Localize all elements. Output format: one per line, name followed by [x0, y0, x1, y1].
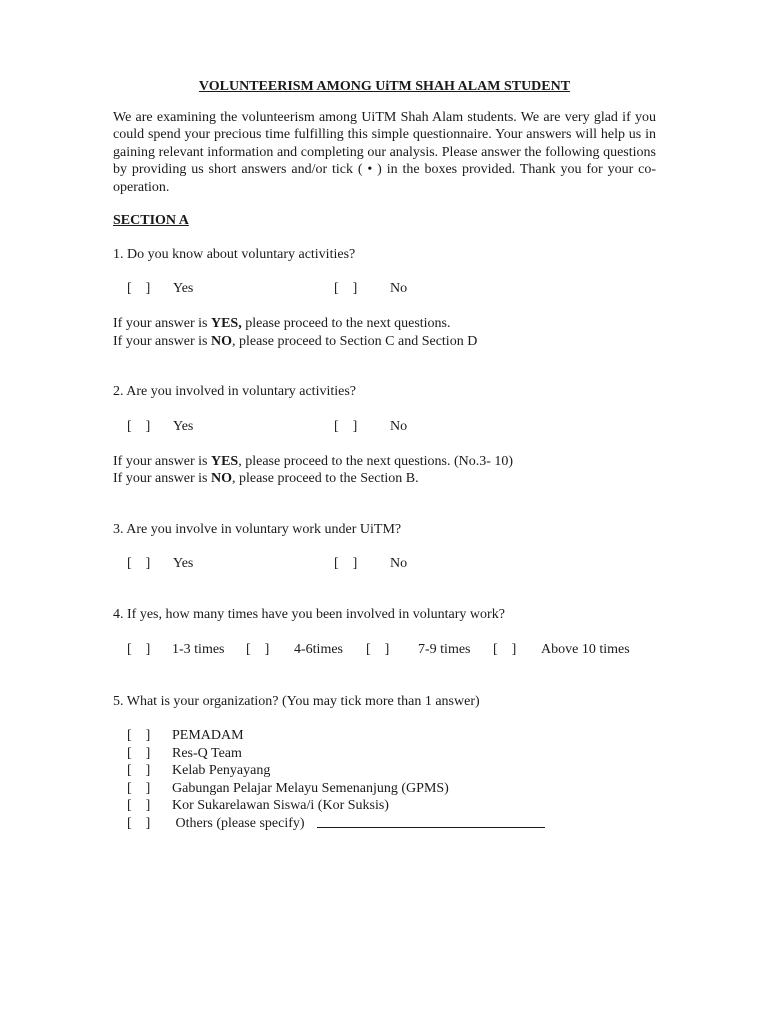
note-bold: NO [210, 333, 232, 349]
label-q5-others: Others (please specify) [172, 815, 305, 831]
checkbox-q5-resq[interactable]: [ ] [127, 745, 151, 761]
label-q4-above-10: Above 10 times [541, 641, 630, 657]
list-item [113, 797, 656, 815]
checkbox-q4-7-9[interactable]: [ ] [366, 641, 390, 657]
checkbox-q5-pemadam[interactable]: [ ] [127, 728, 151, 743]
list-item [113, 727, 656, 745]
list-item [113, 762, 656, 780]
question-1-instructions [113, 315, 656, 350]
question-1-options [113, 280, 656, 298]
note-text: , please proceed to Section C and Section D [231, 333, 478, 349]
label-q4-4-6: 4-6times [294, 641, 343, 657]
checkbox-q3-yes[interactable]: [ ] [127, 556, 151, 571]
note-text: If your answer is [113, 316, 211, 331]
label-q4-1-3: 1-3 times [172, 641, 225, 657]
checkbox-q2-yes[interactable]: [ ] [127, 418, 151, 434]
list-item [113, 815, 656, 833]
question-1: 1. Do you know about voluntary activities? [113, 246, 356, 262]
note-bold: NO [210, 471, 232, 486]
question-3: 3. Are you involve in voluntary work under UiTM? [113, 521, 402, 537]
questionnaire-page [113, 78, 656, 832]
checkbox-q1-yes[interactable]: [ ] [127, 281, 151, 296]
label-q2-no: No [390, 418, 408, 434]
checkbox-q4-1-3[interactable]: [ ] [127, 641, 151, 657]
checkbox-q5-kelab[interactable]: [ ] [127, 763, 151, 778]
label-q5-resq: Res-Q Team [172, 745, 242, 761]
note-text: please proceed to the next questions. [241, 316, 451, 331]
checkbox-q5-kor[interactable]: [ ] [127, 798, 151, 813]
question-3-options [113, 555, 656, 573]
list-item [113, 780, 656, 798]
question-5: 5. What is your organization? (You may tick more than 1 answer) [113, 693, 480, 709]
question-4-options [113, 641, 656, 659]
intro-paragraph: We are examining the volunteerism among UiTM Shah Alam students. We are very glad if you could spend your precious time fulfilling this simple questionnaire. Your answers will help us in gaining relevant information and completing our analysis. Please answer the following questions by providing us short answers and/or tick ( • ) in the boxes provided. Thank you for your co-operation. [113, 109, 656, 195]
note-text: If your answer is [113, 453, 211, 469]
label-q2-yes: Yes [173, 418, 194, 434]
question-2: 2. Are you involved in voluntary activities? [113, 384, 357, 399]
others-specify-field[interactable] [317, 815, 545, 828]
label-q4-7-9: 7-9 times [418, 641, 471, 657]
note-text: If your answer is [113, 333, 211, 349]
label-q5-pemadam: PEMADAM [172, 728, 244, 743]
document-title: VOLUNTEERISM AMONG UiTM SHAH ALAM STUDENT [198, 79, 571, 94]
checkbox-q1-no[interactable]: [ ] [334, 281, 358, 296]
list-item [113, 745, 656, 763]
question-5-options [113, 727, 656, 832]
section-a-heading: SECTION A [113, 213, 189, 228]
question-4: 4. If yes, how many times have you been involved in voluntary work? [113, 607, 505, 622]
question-2-instructions [113, 453, 656, 488]
label-q5-kelab: Kelab Penyayang [172, 763, 271, 778]
checkbox-q4-above-10[interactable]: [ ] [493, 641, 517, 657]
label-q1-no: No [390, 281, 408, 296]
note-text: , please proceed to the next questions. (No.3- 10) [238, 453, 514, 469]
checkbox-q4-4-6[interactable]: [ ] [246, 641, 270, 657]
checkbox-q5-others[interactable]: [ ] [127, 815, 151, 831]
note-bold: YES [210, 453, 239, 469]
note-text: , please proceed to the Section B. [231, 471, 419, 486]
label-q3-yes: Yes [173, 556, 194, 571]
label-q1-yes: Yes [173, 281, 194, 296]
label-q3-no: No [390, 556, 408, 571]
label-q5-gpms: Gabungan Pelajar Melayu Semenanjung (GPMS) [172, 780, 449, 796]
checkbox-q2-no[interactable]: [ ] [334, 418, 358, 434]
question-2-options [113, 418, 656, 436]
checkbox-q5-gpms[interactable]: [ ] [127, 780, 151, 796]
label-q5-kor: Kor Sukarelawan Siswa/i (Kor Suksis) [172, 798, 389, 813]
note-text: If your answer is [113, 471, 211, 486]
checkbox-q3-no[interactable]: [ ] [334, 556, 358, 571]
note-bold: YES, [210, 316, 242, 331]
